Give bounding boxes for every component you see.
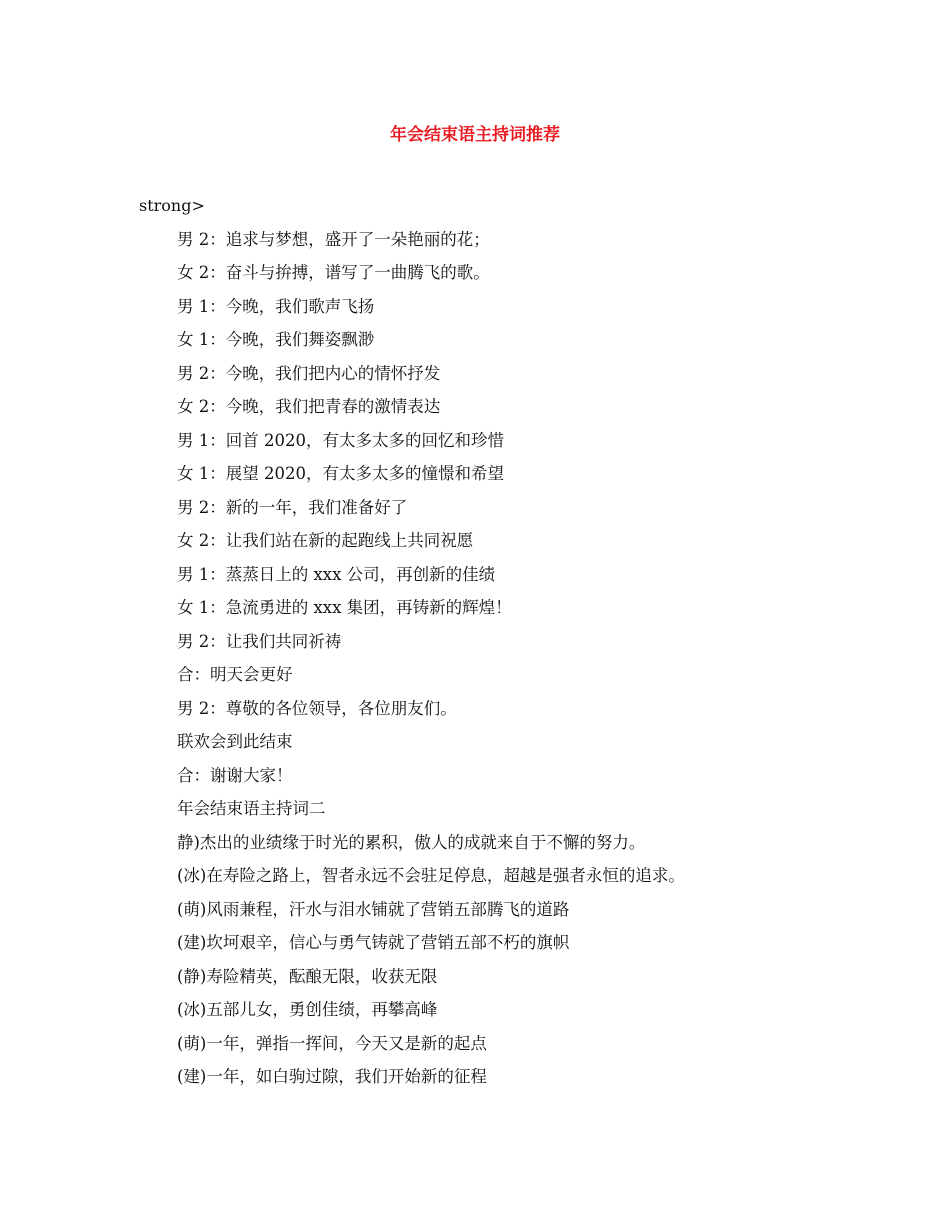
script-line: 年会结束语主持词二 (177, 799, 326, 818)
script-line: 合：谢谢大家！ (177, 765, 293, 785)
document-title: 年会结束语主持词推荐 (390, 125, 560, 145)
script-line: 男 2：让我们共同祈祷 (177, 631, 342, 651)
script-line: 男 1：今晚，我们歌声飞扬 (177, 296, 375, 316)
script-line: (冰)在寿险之路上，智者永远不会驻足停息，超越是强者永恒的追求。 (177, 866, 685, 885)
script-line: 男 2：尊敬的各位领导，各位朋友们。 (177, 698, 457, 718)
script-line: (建)坎坷艰辛，信心与勇气铸就了营销五部不朽的旗帜 (177, 933, 570, 952)
script-line: 男 2：新的一年，我们准备好了 (177, 497, 408, 517)
script-line: 联欢会到此结束 (177, 732, 293, 751)
script-line: 女 1：急流勇进的 xxx 集团，再铸新的辉煌！ (177, 598, 512, 617)
script-lines (177, 227, 685, 1098)
script-line: 男 2：追求与梦想，盛开了一朵艳丽的花； (177, 229, 490, 249)
script-line: 女 2：今晚，我们把青春的激情表达 (177, 397, 441, 416)
script-line: 女 2：奋斗与拚搏，谱写了一曲腾飞的歌。 (177, 263, 490, 282)
script-line: (静)寿险精英，酝酿无限，收获无限 (177, 966, 438, 986)
script-line: (萌)一年，弹指一挥间，今天又是新的起点 (177, 1033, 487, 1053)
script-line: (冰)五部儿女，勇创佳绩，再攀高峰 (177, 1000, 438, 1019)
script-line: 女 1：展望 2020，有太多太多的憧憬和希望 (177, 464, 504, 483)
stray-tag-text: strong> (139, 196, 205, 215)
script-line: 女 1：今晚，我们舞姿飘渺 (177, 330, 375, 349)
script-line: 男 2：今晚，我们把内心的情怀抒发 (177, 363, 441, 383)
script-line: 男 1：回首 2020，有太多太多的回忆和珍惜 (177, 430, 504, 450)
script-line: (萌)风雨兼程，汗水与泪水铺就了营销五部腾飞的道路 (177, 899, 570, 919)
script-line: 女 2：让我们站在新的起跑线上共同祝愿 (177, 531, 474, 550)
script-line: (建)一年，如白驹过隙，我们开始新的征程 (177, 1067, 487, 1086)
script-line: 静)杰出的业绩缘于时光的累积，傲人的成就来自于不懈的努力。 (177, 832, 646, 852)
script-line: 合：明天会更好 (177, 665, 293, 684)
script-line: 男 1：蒸蒸日上的 xxx 公司，再创新的佳绩 (177, 564, 496, 584)
